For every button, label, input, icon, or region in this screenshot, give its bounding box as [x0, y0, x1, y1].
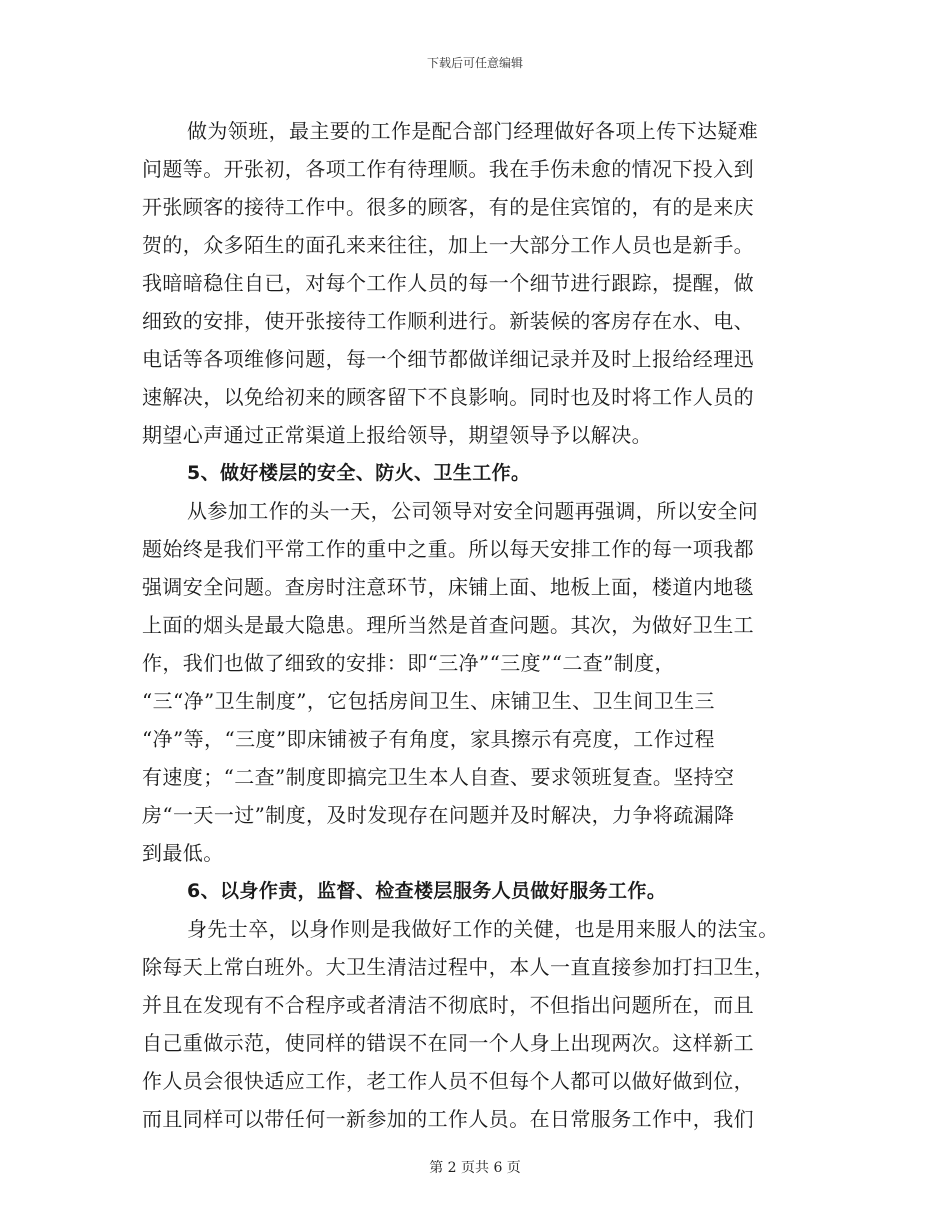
body-text-line: 细致的安排，使开张接待工作顺利进行。新装候的客房存在水、电、	[142, 309, 754, 333]
body-text-line: 我暗暗稳住自已，对每个工作人员的每一个细节进行跟踪，提醒，做	[142, 271, 754, 295]
body-text-line: 作人员会很快适应工作，老工作人员不但每个人都可以做好做到位，	[142, 1069, 754, 1093]
body-text-line: 电话等各项维修问题，每一个细节都做详细记录并及时上报给经理迅	[142, 347, 754, 371]
body-text-line: 并且在发现有不合程序或者清洁不彻底时，不但指出问题所在，而且	[142, 993, 754, 1017]
body-text-line: 问题等。开张初，各项工作有待理顺。我在手伤未愈的情况下投入到	[142, 157, 754, 181]
document-body	[142, 112, 812, 1138]
body-text-line: 而且同样可以带任何一新参加的工作人员。在日常服务工作中，我们	[142, 1107, 754, 1131]
page-header: 下载后可任意编辑	[426, 56, 523, 70]
body-text-line: 自己重做示范，使同样的错误不在同一个人身上出现两次。这样新工	[142, 1031, 754, 1055]
section-heading: 5、做好楼层的安全、防火、卫生工作。	[187, 462, 531, 484]
body-text-line: “三“净”卫生制度”，它包括房间卫生、床铺卫生、卫生间卫生三	[142, 689, 715, 713]
body-text-line: 题始终是我们平常工作的重中之重。所以每天安排工作的每一项我都	[142, 537, 754, 561]
body-text-line: “净”等，“三度”即床铺被子有角度，家具擦示有亮度，工作过程	[142, 727, 715, 751]
page-footer: 第 2 页共 6 页	[429, 1160, 521, 1176]
body-text-line: 上面的烟头是最大隐患。理所当然是首查问题。其次，为做好卫生工	[142, 613, 754, 637]
body-text-line: 房“一天一过”制度，及时发现存在问题并及时解决，力争将疏漏降	[142, 803, 735, 827]
body-text-line: 做为领班，最主要的工作是配合部门经理做好各项上传下达疑难	[187, 119, 759, 143]
body-text-line: 除每天上常白班外。大卫生清洁过程中，本人一直直接参加打扫卫生，	[142, 955, 775, 979]
body-text-line: 作，我们也做了细致的安排：即“三净”“三度”“二查”制度，	[142, 651, 675, 675]
body-text-line: 身先士卒，以身作则是我做好工作的关健，也是用来服人的法宝。	[187, 917, 779, 941]
body-text-line: 到最低。	[142, 841, 224, 865]
body-text-line: 贺的，众多陌生的面孔来来往往，加上一大部分工作人员也是新手。	[142, 233, 754, 257]
body-text-line: 有速度；“二查”制度即搞完卫生本人自查、要求领班复查。坚持空	[142, 765, 735, 789]
body-text-line: 开张顾客的接待工作中。很多的顾客，有的是住宾馆的，有的是来庆	[142, 195, 754, 219]
body-text-line: 从参加工作的头一天，公司领导对安全问题再强调，所以安全问	[187, 499, 759, 523]
body-text-line: 速解决，以免给初来的顾客留下不良影响。同时也及时将工作人员的	[142, 385, 754, 409]
section-heading: 6、以身作责，监督、检查楼层服务人员做好服务工作。	[187, 880, 667, 902]
body-text-line: 期望心声通过正常渠道上报给领导，期望领导予以解决。	[142, 423, 652, 447]
body-text-line: 强调安全问题。查房时注意环节，床铺上面、地板上面，楼道内地毯	[142, 575, 754, 599]
